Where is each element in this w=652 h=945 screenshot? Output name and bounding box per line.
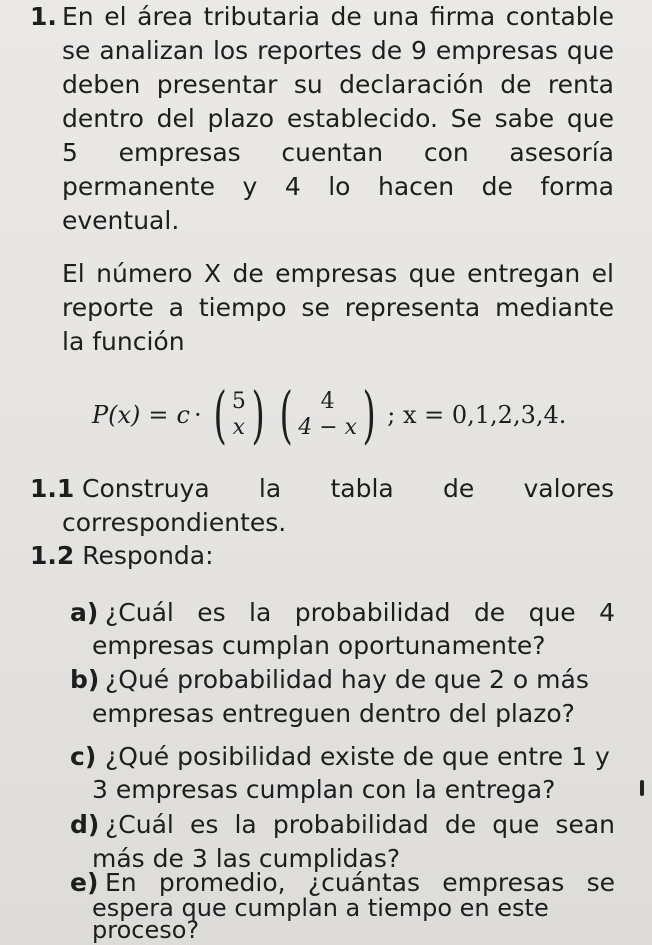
question-c-line: 3 empresas cumplan con la entrega?	[92, 775, 556, 804]
question-b-label	[70, 665, 99, 695]
question-d-line: más de 3 las cumplidas?	[92, 844, 401, 873]
probability-formula	[92, 375, 612, 455]
x-line: El número X de empresas que entregan el	[62, 259, 614, 288]
binomial-2-top: 4	[320, 389, 335, 414]
left-paren: (	[213, 378, 227, 451]
question-b-line: ¿Qué probabilidad hay de que 2 o más	[105, 665, 589, 694]
question-label: a)	[70, 598, 99, 627]
right-paren: )	[362, 378, 376, 451]
sub1-number	[30, 474, 74, 504]
question-c-label	[70, 742, 96, 772]
binomial-1-bottom: x	[232, 415, 246, 440]
question-d-label	[70, 810, 99, 840]
intro-line: En el área tributaria de una firma contable	[62, 2, 614, 31]
formula-equals: =	[148, 401, 169, 429]
x-line: reporte a tiempo se representa mediante	[62, 293, 614, 322]
question-label: d)	[70, 810, 100, 839]
question-label: b)	[70, 665, 100, 694]
question-b-line: empresas entreguen dentro del plazo?	[92, 699, 575, 728]
question-label: c)	[70, 742, 97, 771]
intro-line: 5 empresas cuentan con asesoría	[62, 138, 614, 167]
binomial-1-top: 5	[231, 389, 246, 414]
left-paren: (	[279, 378, 293, 451]
problem-number	[30, 2, 57, 32]
binomial-1	[208, 378, 270, 451]
intro-line: deben presentar su declaración de renta	[62, 70, 614, 99]
binomial-2-bottom: 4 − x	[298, 415, 358, 440]
question-e-line: proceso?	[92, 916, 200, 944]
intro-line: dentro del plazo establecido. Se sabe que	[62, 104, 614, 133]
question-label: e)	[70, 868, 99, 897]
question-a-line: ¿Cuál es la probabilidad de que 4	[105, 598, 615, 627]
formula-constant: c	[176, 401, 190, 429]
intro-line: permanente y 4 lo hacen de forma	[62, 172, 614, 201]
intro-line: eventual.	[62, 206, 180, 235]
formula-lhs: P(x)	[92, 401, 141, 429]
question-a-label	[70, 598, 98, 628]
question-c-line: ¿Qué posibilidad existe de que entre 1 y	[105, 742, 610, 771]
margin-mark	[640, 780, 644, 796]
sub2-number-label: 1.2	[30, 541, 75, 570]
problem-number-label: 1.	[30, 2, 57, 31]
question-a-line: empresas cumplan oportunamente?	[92, 631, 546, 660]
question-e-line: En promedio, ¿cuántas empresas se	[105, 868, 615, 897]
binomial-2	[274, 378, 381, 451]
question-d-line: ¿Cuál es la probabilidad de que sean	[105, 810, 615, 839]
question-e-line: espera que cumplan a tiempo en este	[92, 894, 549, 922]
right-paren: )	[251, 378, 265, 451]
sub1-line: correspondientes.	[62, 508, 287, 537]
sub1-line: Construya la tabla de valores	[82, 474, 614, 503]
formula-dot: ·	[193, 401, 202, 429]
sub2	[30, 541, 214, 571]
intro-line: se analizan los reportes de 9 empresas que	[62, 36, 614, 65]
sub2-text: Responda:	[82, 541, 214, 570]
formula-domain: ; x = 0,1,2,3,4.	[387, 401, 567, 429]
x-line: la función	[62, 327, 185, 356]
sub1-number-label: 1.1	[30, 474, 75, 503]
